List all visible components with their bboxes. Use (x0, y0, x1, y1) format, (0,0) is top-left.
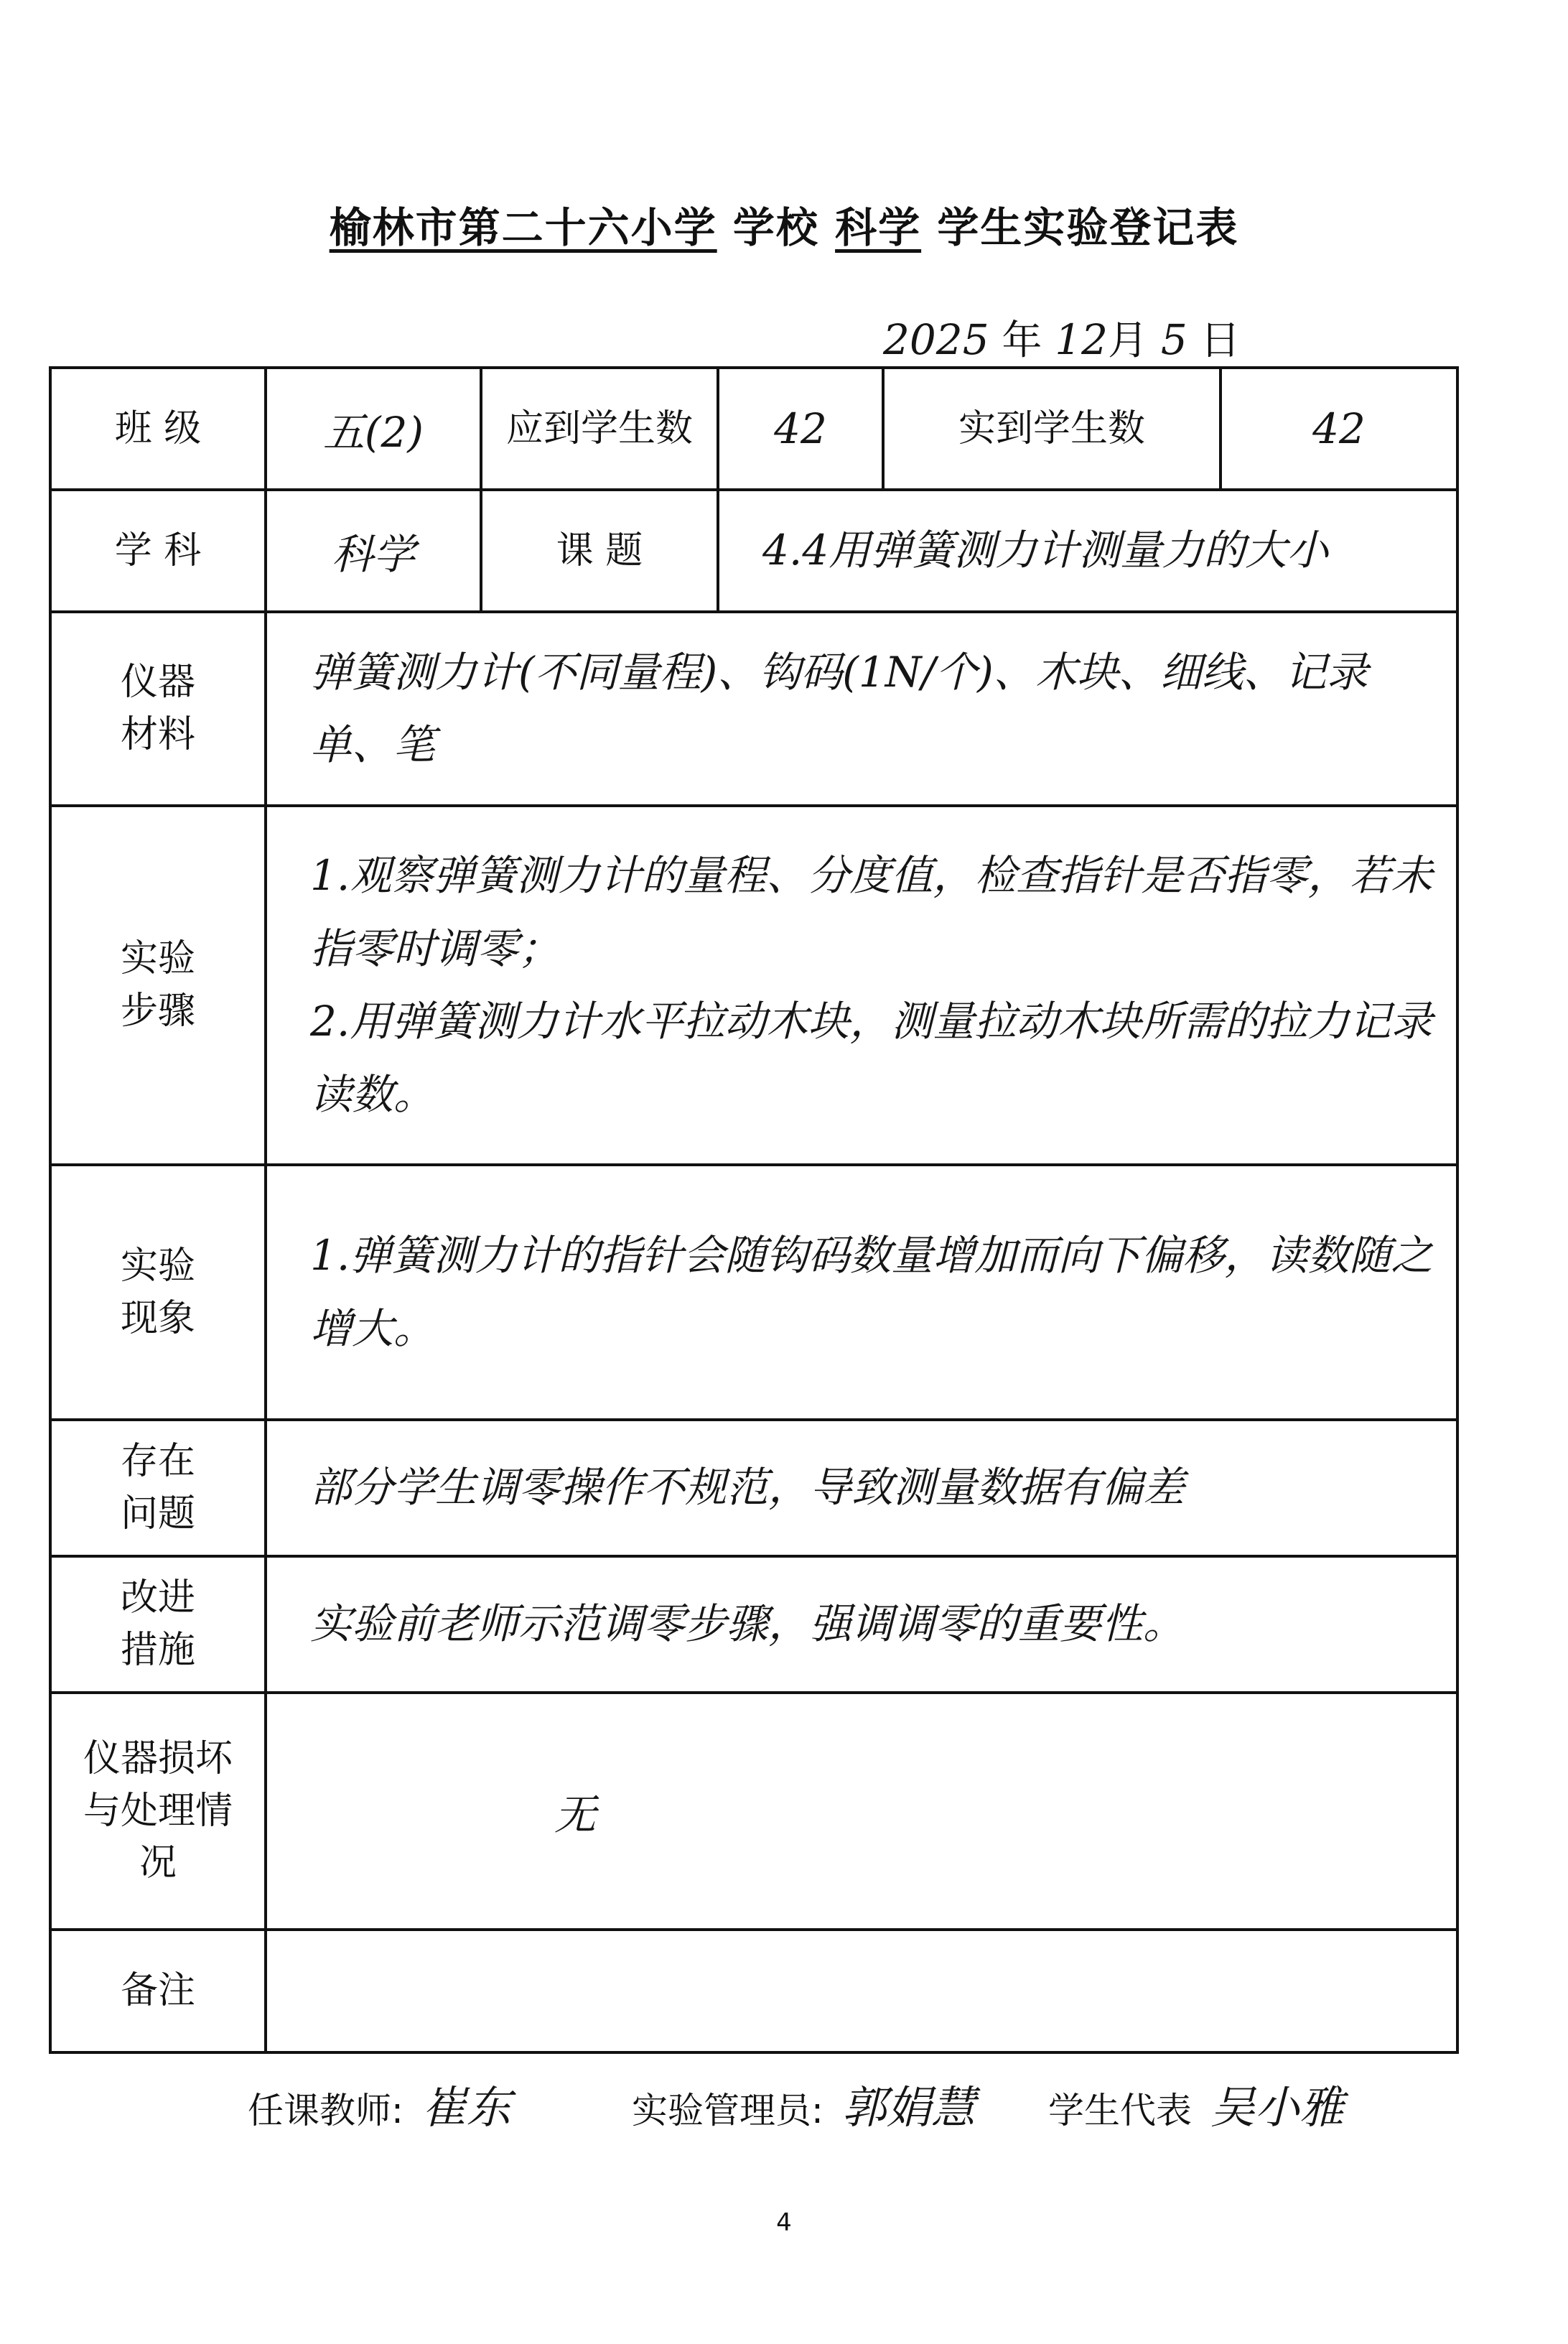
class-value: 五(2) (266, 368, 481, 490)
row-class (50, 368, 1457, 490)
row-damage (50, 1693, 1457, 1930)
row-remarks (50, 1930, 1457, 2052)
row-improve (50, 1556, 1457, 1693)
page-number: 4 (776, 2208, 792, 2237)
step-2: 2.用弹簧测力计水平拉动木块，测量拉动木块所需的拉力记录读数。 (310, 997, 1433, 1119)
topic-value: 4.4用弹簧测力计测量力的大小 (718, 490, 1457, 612)
teacher-signature: 崔东 (421, 2081, 511, 2134)
equipment-label: 仪器材料 (50, 612, 266, 806)
date-month-label: 月 (1108, 317, 1149, 364)
registration-table (49, 366, 1459, 2054)
date-year-label: 年 (1002, 317, 1042, 364)
step-1: 1.观察弹簧测力计的量程、分度值，检查指针是否指零，若未指零时调零； (310, 851, 1433, 973)
row-phenomena (50, 1165, 1457, 1420)
improve-label: 改进措施 (50, 1556, 266, 1693)
remarks-value (266, 1930, 1457, 2052)
row-steps (50, 806, 1457, 1165)
improve-value: 实验前老师示范调零步骤，强调调零的重要性。 (266, 1556, 1457, 1693)
row-subject (50, 490, 1457, 612)
manager-label: 实验管理员: (632, 2090, 823, 2131)
expected-value: 42 (718, 368, 883, 490)
date-line (883, 309, 1241, 366)
subject-value: 科学 (266, 490, 481, 612)
subject-name: 科学 (835, 203, 922, 252)
expected-label: 应到学生数 (481, 368, 718, 490)
row-problems (50, 1420, 1457, 1556)
signature-line (0, 2057, 1568, 2158)
manager-signature-block (632, 2072, 976, 2136)
student-label: 学生代表 (1048, 2090, 1192, 2131)
actual-value: 42 (1221, 368, 1457, 490)
damage-label: 仪器损坏与处理情况 (50, 1693, 266, 1930)
teacher-signature-block (248, 2072, 511, 2136)
class-label: 班 级 (50, 368, 266, 490)
date-day: 5 (1160, 315, 1187, 364)
actual-label: 实到学生数 (883, 368, 1221, 490)
date-year: 2025 (883, 315, 989, 364)
equipment-value: 弹簧测力计(不同量程)、钩码(1N/个)、木块、细线、记录单、笔 (266, 612, 1457, 806)
damage-value: 无 (266, 1693, 1457, 1930)
manager-signature: 郭娟慧 (841, 2081, 976, 2134)
date-day-label: 日 (1200, 317, 1241, 364)
title-form-name: 学生实验登记表 (937, 203, 1239, 252)
student-signature-block (1048, 2072, 1344, 2136)
problems-value: 部分学生调零操作不规范，导致测量数据有偏差 (266, 1420, 1457, 1556)
school-name: 榆林市第二十六小学 (329, 203, 717, 252)
page-title (0, 194, 1568, 254)
title-school-word: 学校 (732, 203, 819, 252)
remarks-label: 备注 (50, 1930, 266, 2052)
date-month: 12 (1055, 315, 1109, 364)
row-equipment (50, 612, 1457, 806)
student-signature: 吴小雅 (1210, 2081, 1344, 2134)
phenomena-label: 实验现象 (50, 1165, 266, 1420)
topic-label: 课 题 (481, 490, 718, 612)
steps-label: 实验步骤 (50, 806, 266, 1165)
problems-label: 存在问题 (50, 1420, 266, 1556)
phenomena-value: 1.弹簧测力计的指针会随钩码数量增加而向下偏移，读数随之增大。 (266, 1165, 1457, 1420)
subject-label: 学 科 (50, 490, 266, 612)
teacher-label: 任课教师: (248, 2090, 403, 2131)
steps-cell (266, 806, 1457, 1165)
